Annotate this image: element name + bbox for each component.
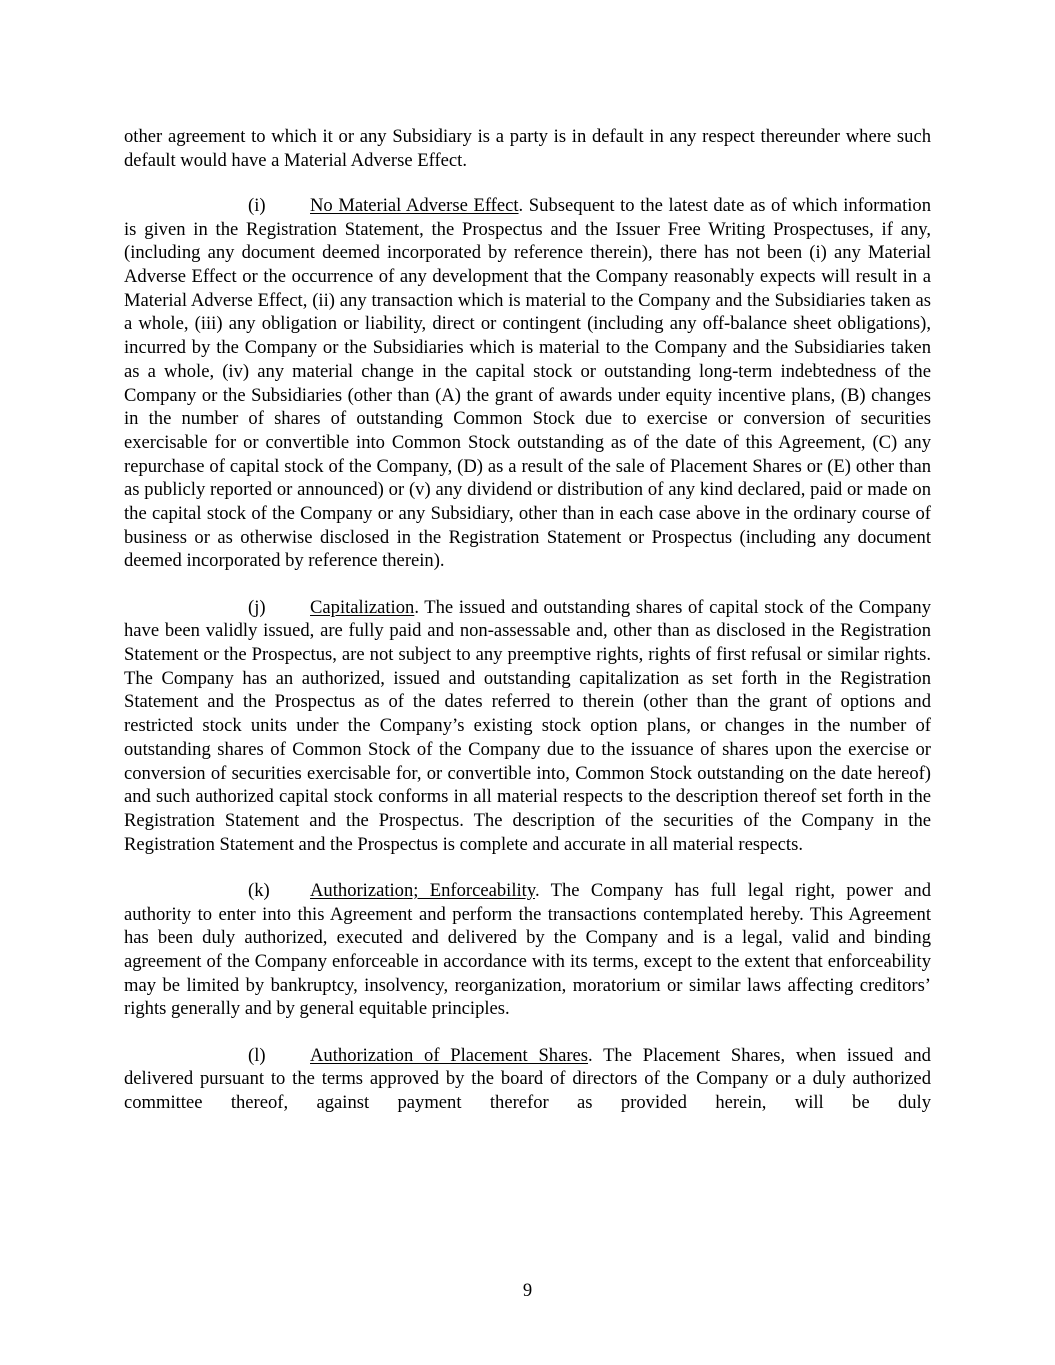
section-label: (l): [248, 1044, 266, 1066]
section-heading: Authorization of Placement Shares: [310, 1044, 589, 1066]
section-heading: Capitalization: [310, 596, 415, 618]
section-k-paragraph: [124, 879, 931, 1021]
document-body: [124, 125, 931, 1115]
continuation-text: other agreement to which it or any Subsidiary is a party is in default in any respect thereunder where such default would have a Material Adverse Effect.: [124, 126, 931, 171]
section-body: . The Placement Shares, when issued and delivered pursuant to the terms approved by the board of directors of the Company or a duly authorized committee thereof, against payment therefor as provided herein, will be duly: [124, 1044, 931, 1114]
section-body: . The Company has full legal right, power and authority to enter into this Agreement and perform the transactions contemplated hereby. This Agreement has been duly authorized, executed and delivered by the Company and is a legal, valid and binding agreement of the Company enforceable in accordance with its terms, except to the extent that enforceability may be limited by bankruptcy, insolvency, reorganization, moratorium or similar laws affecting creditors’ rights generally and by general equitable principles.: [124, 879, 931, 1020]
section-heading: No Material Adverse Effect: [310, 194, 519, 216]
section-label: (i): [248, 194, 266, 216]
section-l-paragraph: [124, 1044, 931, 1115]
section-j-paragraph: [124, 596, 931, 857]
section-heading: Authorization; Enforceability: [310, 879, 535, 901]
section-label: (j): [248, 596, 266, 618]
section-i-paragraph: [124, 194, 931, 573]
page-number: 9: [522, 1280, 533, 1301]
section-body: . The issued and outstanding shares of capital stock of the Company have been validly issued, are fully paid and non-assessable and, other than as disclosed in the Registration Statement or the Prospectus, are not subject to any preemptive rights, rights of first refusal or similar rights. The Company has an authorized, issued and outstanding capitalization as set forth in the Registration Statement and the Prospectus as of the dates referred to therein (other than the grant of options and restricted stock units under the Company’s existing stock option plans, or changes in the number of outstanding shares of Common Stock of the Company due to the issuance of shares upon the exercise or conversion of securities exercisable for, or convertible into, Common Stock outstanding on the date hereof) and such authorized capital stock conforms in all material respects to the description thereof set forth in the Registration Statement and the Prospectus. The description of the securities of the Company in the Registration Statement and the Prospectus is complete and accurate in all material respects.: [124, 596, 931, 855]
section-label: (k): [248, 879, 270, 901]
continuation-paragraph: [124, 125, 931, 172]
section-body: . Subsequent to the latest date as of which information is given in the Registration Statement, the Prospectus and the Issuer Free Writing Prospectuses, if any, (including any document deemed incorporated by reference therein), there has not been (i) any Material Adverse Effect or the occurrence of any development that the Company reasonably expects will result in a Material Adverse Effect, (ii) any transaction which is material to the Company and the Subsidiaries taken as a whole, (iii) any obligation or liability, direct or contingent (including any off-balance sheet obligations), incurred by the Company or the Subsidiaries which is material to the Company and the Subsidiaries taken as a whole, (iv) any material change in the capital stock or outstanding long-term indebtedness of the Company or the Subsidiaries (other than (A) the grant of awards under equity incentive plans, (B) changes in the number of shares of outstanding Common Stock due to exercise or conversion of securities exercisable for or convertible into Common Stock outstanding as of the date of this Agreement, (C) any repurchase of capital stock of the Company, (D) as a result of the sale of Placement Shares or (E) other than as publicly reported or announced) or (v) any dividend or distribution of any kind declared, paid or made on the capital stock of the Company or any Subsidiary, other than in each case above in the ordinary course of business or as otherwise disclosed in the Registration Statement or Prospectus (including any document deemed incorporated by reference therein).: [124, 194, 931, 572]
